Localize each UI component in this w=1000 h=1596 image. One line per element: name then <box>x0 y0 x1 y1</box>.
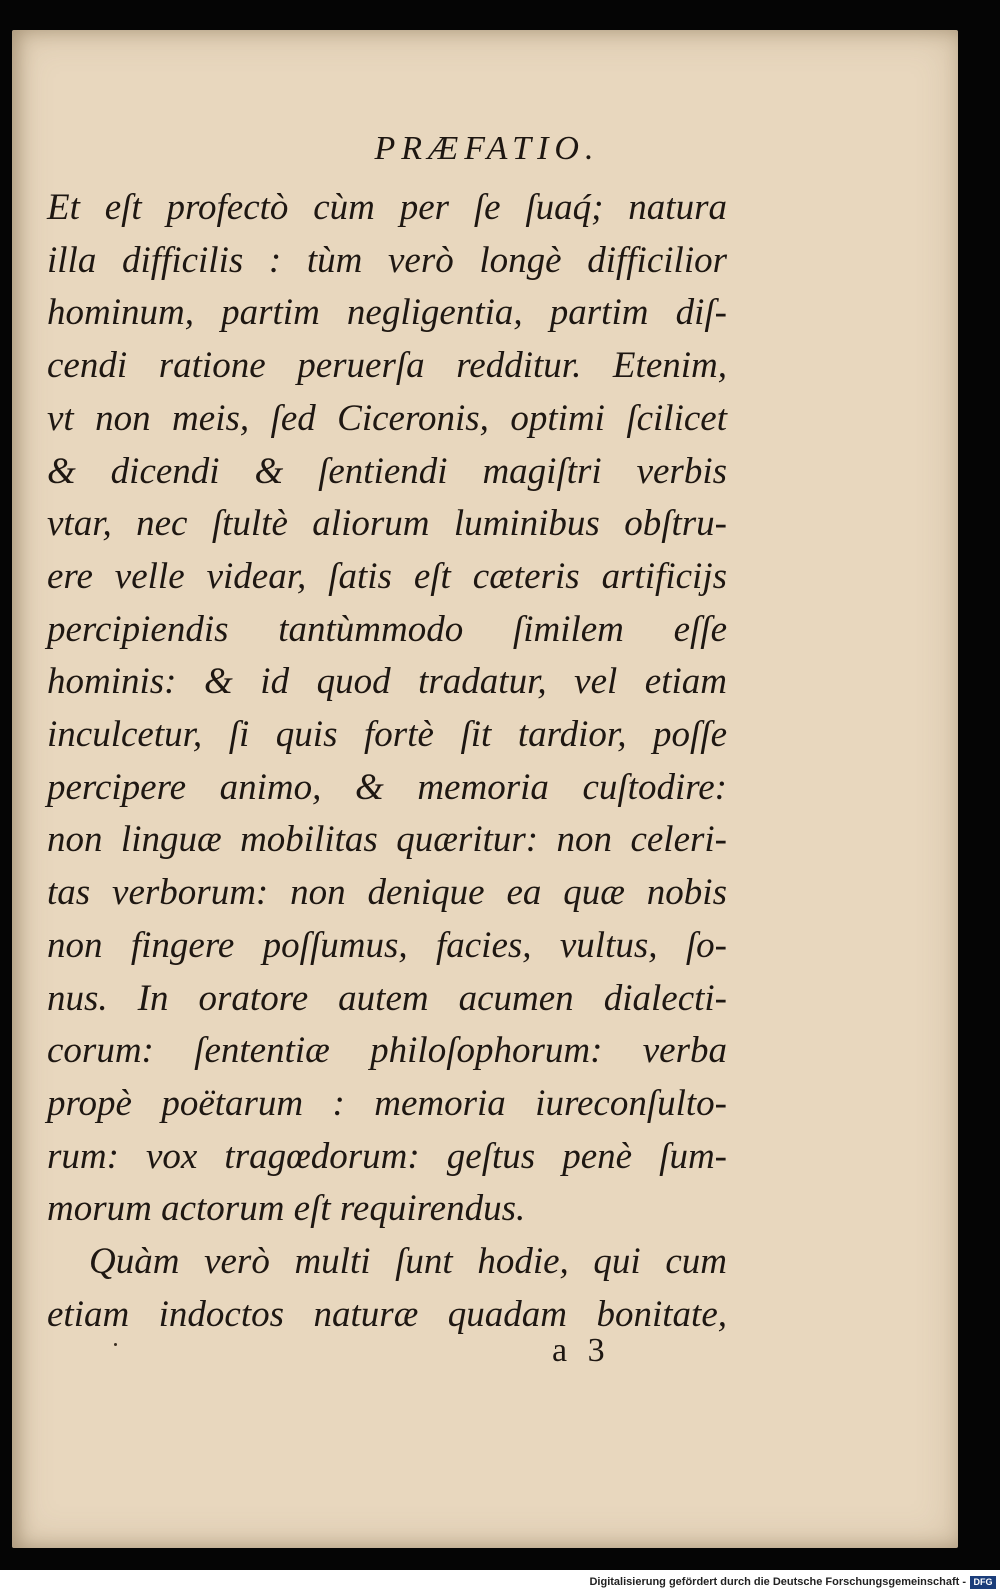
text-line: inculcetur, ſi quis fortè ſit tardior, poſſe <box>47 714 727 756</box>
text-line: ere velle videar, ſatis eſt cæteris artificijs <box>47 555 727 597</box>
text-line: propè poëtarum : memoria iureconſulto- <box>47 1082 727 1124</box>
dfg-logo-icon[interactable]: DFG <box>970 1576 996 1589</box>
text-line: vt non meis, ſed Ciceronis, optimi ſcilicet <box>47 397 727 439</box>
page-header: PRÆFATIO. <box>374 130 600 167</box>
text-line: Et eſt profectò cùm per ſe ſuaq́; natura <box>47 187 727 228</box>
text-line: nus. In oratore autem acumen dialecti- <box>47 977 727 1019</box>
text-line: percipiendis tantùmmodo ſimilem eſſe <box>47 608 727 650</box>
text-line: non fingere poſſumus, facies, vultus, ſo- <box>47 924 727 966</box>
signature-mark: a 3 <box>552 1332 611 1369</box>
text-line: non linguæ mobilitas quæritur: non celeri- <box>47 819 727 861</box>
book-page <box>12 30 958 1548</box>
footer-credit: Digitalisierung gefördert durch die Deutsche Forschungsgemeinschaft - <box>589 1576 966 1588</box>
text-line: morum actorum eſt requirendus. <box>47 1188 526 1230</box>
text-block <box>47 182 727 1341</box>
text-line: tas verborum: non denique ea quæ nobis <box>47 872 727 914</box>
text-line: & dicendi & ſentiendi magiſtri verbis <box>47 450 727 492</box>
text-line: hominis: & id quod tradatur, vel etiam <box>47 661 727 703</box>
ink-speck <box>114 1343 117 1346</box>
text-line: vtar, nec ſtultè aliorum luminibus obſtru- <box>47 503 727 545</box>
text-line: illa difficilis : tùm verò longè difficilior <box>47 239 727 281</box>
text-line: percipere animo, & memoria cuſtodire: <box>47 766 727 808</box>
text-line: Quàm verò multi ſunt hodie, qui cum <box>89 1241 727 1283</box>
text-line: etiam indoctos naturæ quadam bonitate, <box>47 1293 727 1335</box>
text-line: rum: vox tragœdorum: geſtus penè ſum- <box>47 1135 727 1177</box>
text-line: hominum, partim negligentia, partim diſ- <box>47 292 727 334</box>
text-line: corum: ſententiæ philoſophorum: verba <box>47 1030 727 1072</box>
text-line: cendi ratione peruerſa redditur. Etenim, <box>47 345 727 387</box>
